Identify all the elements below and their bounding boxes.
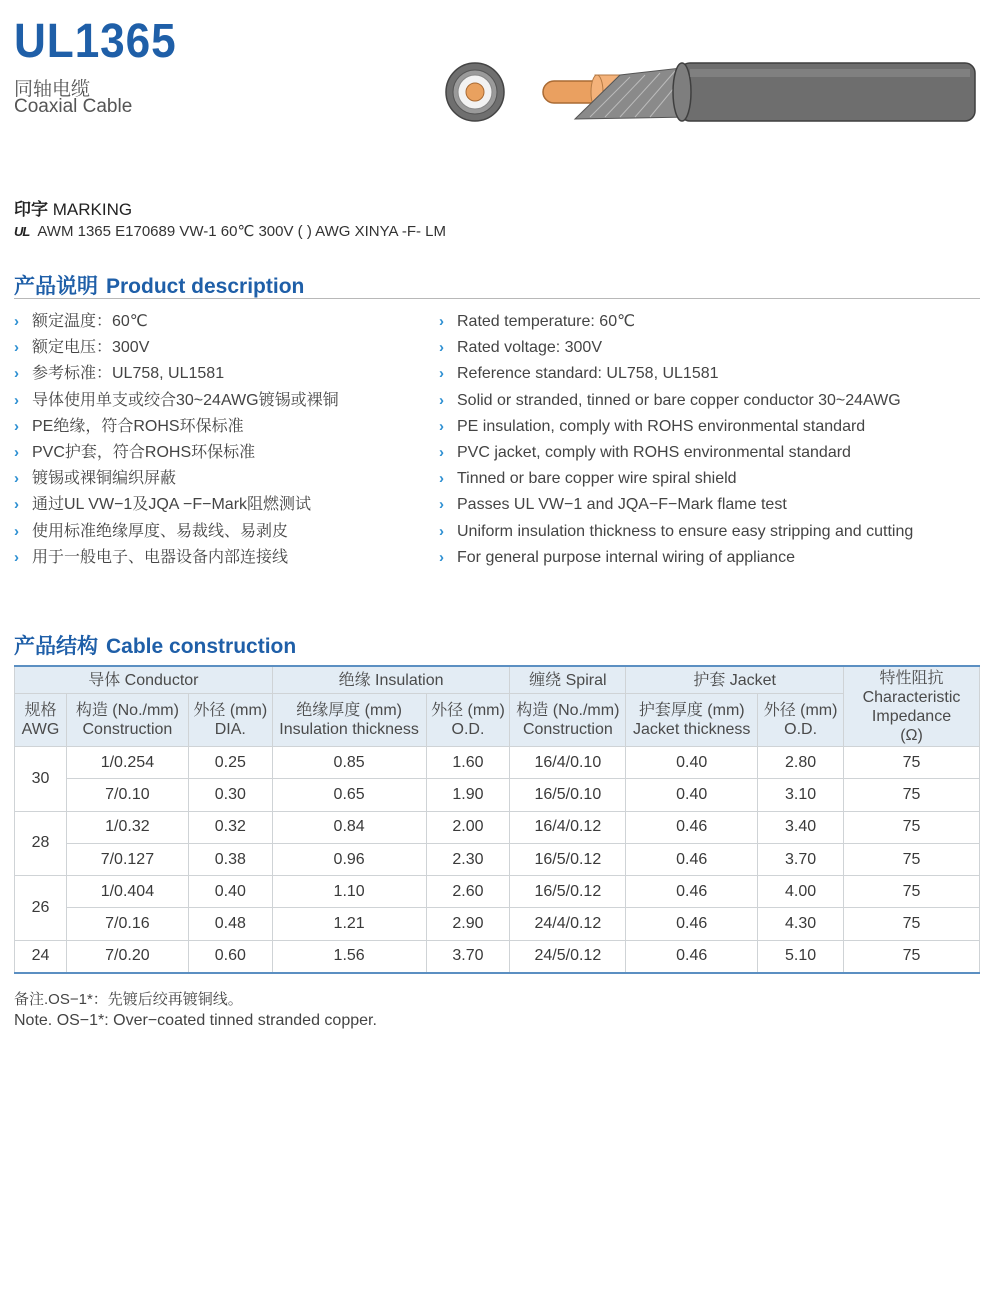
list-item: › 额定温度：60℃: [14, 313, 148, 330]
column-header-spiral-construction: 构造 (No./mm) Construction: [510, 694, 626, 747]
marking-heading-cn: 印字: [14, 200, 48, 219]
list-item: › Tinned or bare copper wire spiral shield: [439, 470, 737, 488]
table-cell: 7/0.10: [66, 779, 188, 811]
awg-cell: 30: [15, 747, 67, 812]
table-cell: 2.00: [426, 811, 510, 843]
table-cell: 1.90: [426, 779, 510, 811]
table-cell: 0.46: [626, 876, 758, 908]
description-list-cn: [14, 313, 339, 575]
table-body: [15, 747, 980, 974]
chevron-right-icon: ›: [14, 443, 19, 461]
chevron-right-icon: ›: [14, 470, 19, 488]
list-item: › Rated voltage: 300V: [439, 339, 602, 357]
marking-line: [14, 222, 446, 240]
list-item: › 使用标准绝缘厚度、易裁线、易剥皮: [14, 522, 289, 540]
chevron-right-icon: ›: [439, 522, 444, 540]
column-header-jacket-od: 外径 (mm) O.D.: [758, 694, 844, 747]
table-cell: 75: [844, 876, 980, 908]
list-item: › 导体使用单支或绞合30~24AWG镀锡或裸铜: [14, 391, 339, 409]
chevron-right-icon: ›: [14, 417, 19, 435]
table-row: [15, 811, 980, 843]
construction-table: [14, 665, 980, 974]
list-item: › Uniform insulation thickness to ensure easy stripping and cutting: [439, 522, 914, 540]
table-cell: 1.21: [272, 908, 426, 940]
cable-cross-section: [446, 63, 504, 121]
column-header-awg: 规格 AWG: [15, 694, 67, 747]
chevron-right-icon: ›: [439, 548, 444, 566]
table-cell: 0.60: [188, 940, 272, 973]
chevron-right-icon: ›: [439, 443, 444, 461]
chevron-right-icon: ›: [14, 313, 19, 330]
table-cell: 0.40: [626, 747, 758, 779]
chevron-right-icon: ›: [14, 548, 19, 566]
list-item: › 镀锡或裸铜编织屏蔽: [14, 470, 177, 488]
cable-construction-title-en: Cable construction: [106, 635, 297, 658]
table-cell: 16/4/0.12: [510, 811, 626, 843]
list-item: › PE绝缘，符合ROHS环保标准: [14, 417, 244, 435]
marking-text: AWM 1365 E170689 VW-1 60℃ 300V ( ) AWG XINYA -F- LM: [37, 223, 447, 240]
note-english: Note. OS−1*: Over−coated tinned stranded copper.: [14, 1012, 377, 1029]
table-cell: 7/0.127: [66, 843, 188, 875]
group-header-conductor: 导体 Conductor: [15, 666, 273, 694]
list-item: › 通过UL VW−1及JQA −F−Mark阻燃测试: [14, 496, 312, 514]
model-title: UL1365: [14, 15, 177, 68]
chevron-right-icon: ›: [14, 391, 19, 409]
table-cell: 0.48: [188, 908, 272, 940]
table-cell: 75: [844, 747, 980, 779]
table-cell: 75: [844, 811, 980, 843]
table-cell: 2.80: [758, 747, 844, 779]
column-header-jacket-thickness: 护套厚度 (mm) Jacket thickness: [626, 694, 758, 747]
ul-logo-icon: UL: [14, 223, 30, 239]
awg-cell: 28: [15, 811, 67, 876]
table-cell: 0.32: [188, 811, 272, 843]
group-header-insulation: 绝缘 Insulation: [272, 666, 510, 694]
list-item: › Passes UL VW−1 and JQA−F−Mark flame test: [439, 496, 787, 514]
table-row: [15, 747, 980, 779]
list-item: › 参考标准：UL758, UL1581: [14, 365, 225, 383]
table-cell: 1.56: [272, 940, 426, 973]
chevron-right-icon: ›: [14, 339, 19, 357]
table-header: [15, 666, 980, 747]
table-row: [15, 940, 980, 973]
list-item: › Reference standard: UL758, UL1581: [439, 365, 719, 383]
table-cell: 16/5/0.12: [510, 843, 626, 875]
list-item: › For general purpose internal wiring of appliance: [439, 548, 795, 566]
group-header-jacket: 护套 Jacket: [626, 666, 844, 694]
table-cell: 75: [844, 843, 980, 875]
table-cell: 7/0.16: [66, 908, 188, 940]
table-cell: 0.46: [626, 940, 758, 973]
table-cell: 16/4/0.10: [510, 747, 626, 779]
table-cell: 5.10: [758, 940, 844, 973]
table-cell: 2.30: [426, 843, 510, 875]
table-cell: 0.85: [272, 747, 426, 779]
chevron-right-icon: ›: [439, 339, 444, 357]
product-description-title-cn: 产品说明: [14, 275, 98, 298]
chevron-right-icon: ›: [439, 496, 444, 514]
list-item: › 额定电压：300V: [14, 339, 150, 357]
table-row: [15, 876, 980, 908]
table-cell: 0.40: [626, 779, 758, 811]
column-header-conductor-construction: 构造 (No./mm) Construction: [66, 694, 188, 747]
table-cell: 1/0.404: [66, 876, 188, 908]
table-cell: 3.10: [758, 779, 844, 811]
chevron-right-icon: ›: [439, 470, 444, 488]
table-cell: 1/0.254: [66, 747, 188, 779]
product-description-title: [14, 270, 304, 300]
table-cell: 0.46: [626, 843, 758, 875]
table-cell: 0.25: [188, 747, 272, 779]
chevron-right-icon: ›: [439, 313, 444, 330]
list-item: › Rated temperature: 60℃: [439, 313, 636, 330]
cable-construction-title-cn: 产品结构: [14, 635, 98, 658]
table-cell: 2.90: [426, 908, 510, 940]
table-cell: 24/5/0.12: [510, 940, 626, 973]
column-header-insulation-od: 外径 (mm) O.D.: [426, 694, 510, 747]
table-cell: 75: [844, 940, 980, 973]
table-cell: 3.40: [758, 811, 844, 843]
table-cell: 0.46: [626, 908, 758, 940]
list-item: › PVC jacket, comply with ROHS environmental standard: [439, 443, 851, 461]
table-cell: 3.70: [758, 843, 844, 875]
table-cell: 7/0.20: [66, 940, 188, 973]
table-cell: 0.40: [188, 876, 272, 908]
table-cell: 0.84: [272, 811, 426, 843]
marking-heading: [14, 195, 132, 220]
chevron-right-icon: ›: [439, 417, 444, 435]
chevron-right-icon: ›: [14, 496, 19, 514]
table-cell: 0.30: [188, 779, 272, 811]
list-item: › 用于一般电子、电器设备内部连接线: [14, 548, 289, 566]
product-description-title-en: Product description: [106, 275, 305, 298]
table-cell: 0.65: [272, 779, 426, 811]
marking-heading-en: MARKING: [52, 200, 133, 219]
table-cell: 24/4/0.12: [510, 908, 626, 940]
chevron-right-icon: ›: [14, 365, 19, 383]
table-cell: 0.38: [188, 843, 272, 875]
group-header-impedance: 特性阻抗 Characteristic Impedance (Ω): [844, 666, 980, 747]
chevron-right-icon: ›: [14, 522, 19, 540]
chevron-right-icon: ›: [439, 365, 444, 383]
table-cell: 1/0.32: [66, 811, 188, 843]
chevron-right-icon: ›: [439, 391, 444, 409]
awg-cell: 24: [15, 940, 67, 973]
cable-construction-title: [14, 630, 296, 660]
table-cell: 4.30: [758, 908, 844, 940]
table-row: [15, 908, 980, 940]
list-item: › PE insulation, comply with ROHS environmental standard: [439, 417, 866, 435]
column-header-conductor-dia: 外径 (mm) DIA.: [188, 694, 272, 747]
table-cell: 4.00: [758, 876, 844, 908]
subtitle-chinese: 同轴电缆: [14, 79, 91, 100]
awg-cell: 26: [15, 876, 67, 941]
table-cell: 1.10: [272, 876, 426, 908]
group-header-spiral: 缠绕 Spiral: [510, 666, 626, 694]
section-divider: [14, 298, 980, 299]
table-cell: 16/5/0.10: [510, 779, 626, 811]
table-cell: 16/5/0.12: [510, 876, 626, 908]
table-row: [15, 843, 980, 875]
table-cell: 75: [844, 779, 980, 811]
table-row: [15, 779, 980, 811]
table-cell: 2.60: [426, 876, 510, 908]
table-cell: 75: [844, 908, 980, 940]
coaxial-cable-illustration: [440, 55, 985, 135]
cable-side-view: [543, 63, 975, 121]
table-cell: 0.46: [626, 811, 758, 843]
list-item: › Solid or stranded, tinned or bare copper conductor 30~24AWG: [439, 391, 901, 409]
table-cell: 3.70: [426, 940, 510, 973]
subtitle-english: Coaxial Cable: [14, 96, 133, 117]
table-cell: 0.96: [272, 843, 426, 875]
list-item: › PVC护套，符合ROHS环保标准: [14, 443, 256, 461]
column-header-insulation-thickness: 绝缘厚度 (mm) Insulation thickness: [272, 694, 426, 747]
table-cell: 1.60: [426, 747, 510, 779]
description-list-en: [439, 313, 913, 575]
note-chinese: 备注.OS−1*：先镀后绞再镀铜线。: [14, 991, 243, 1008]
